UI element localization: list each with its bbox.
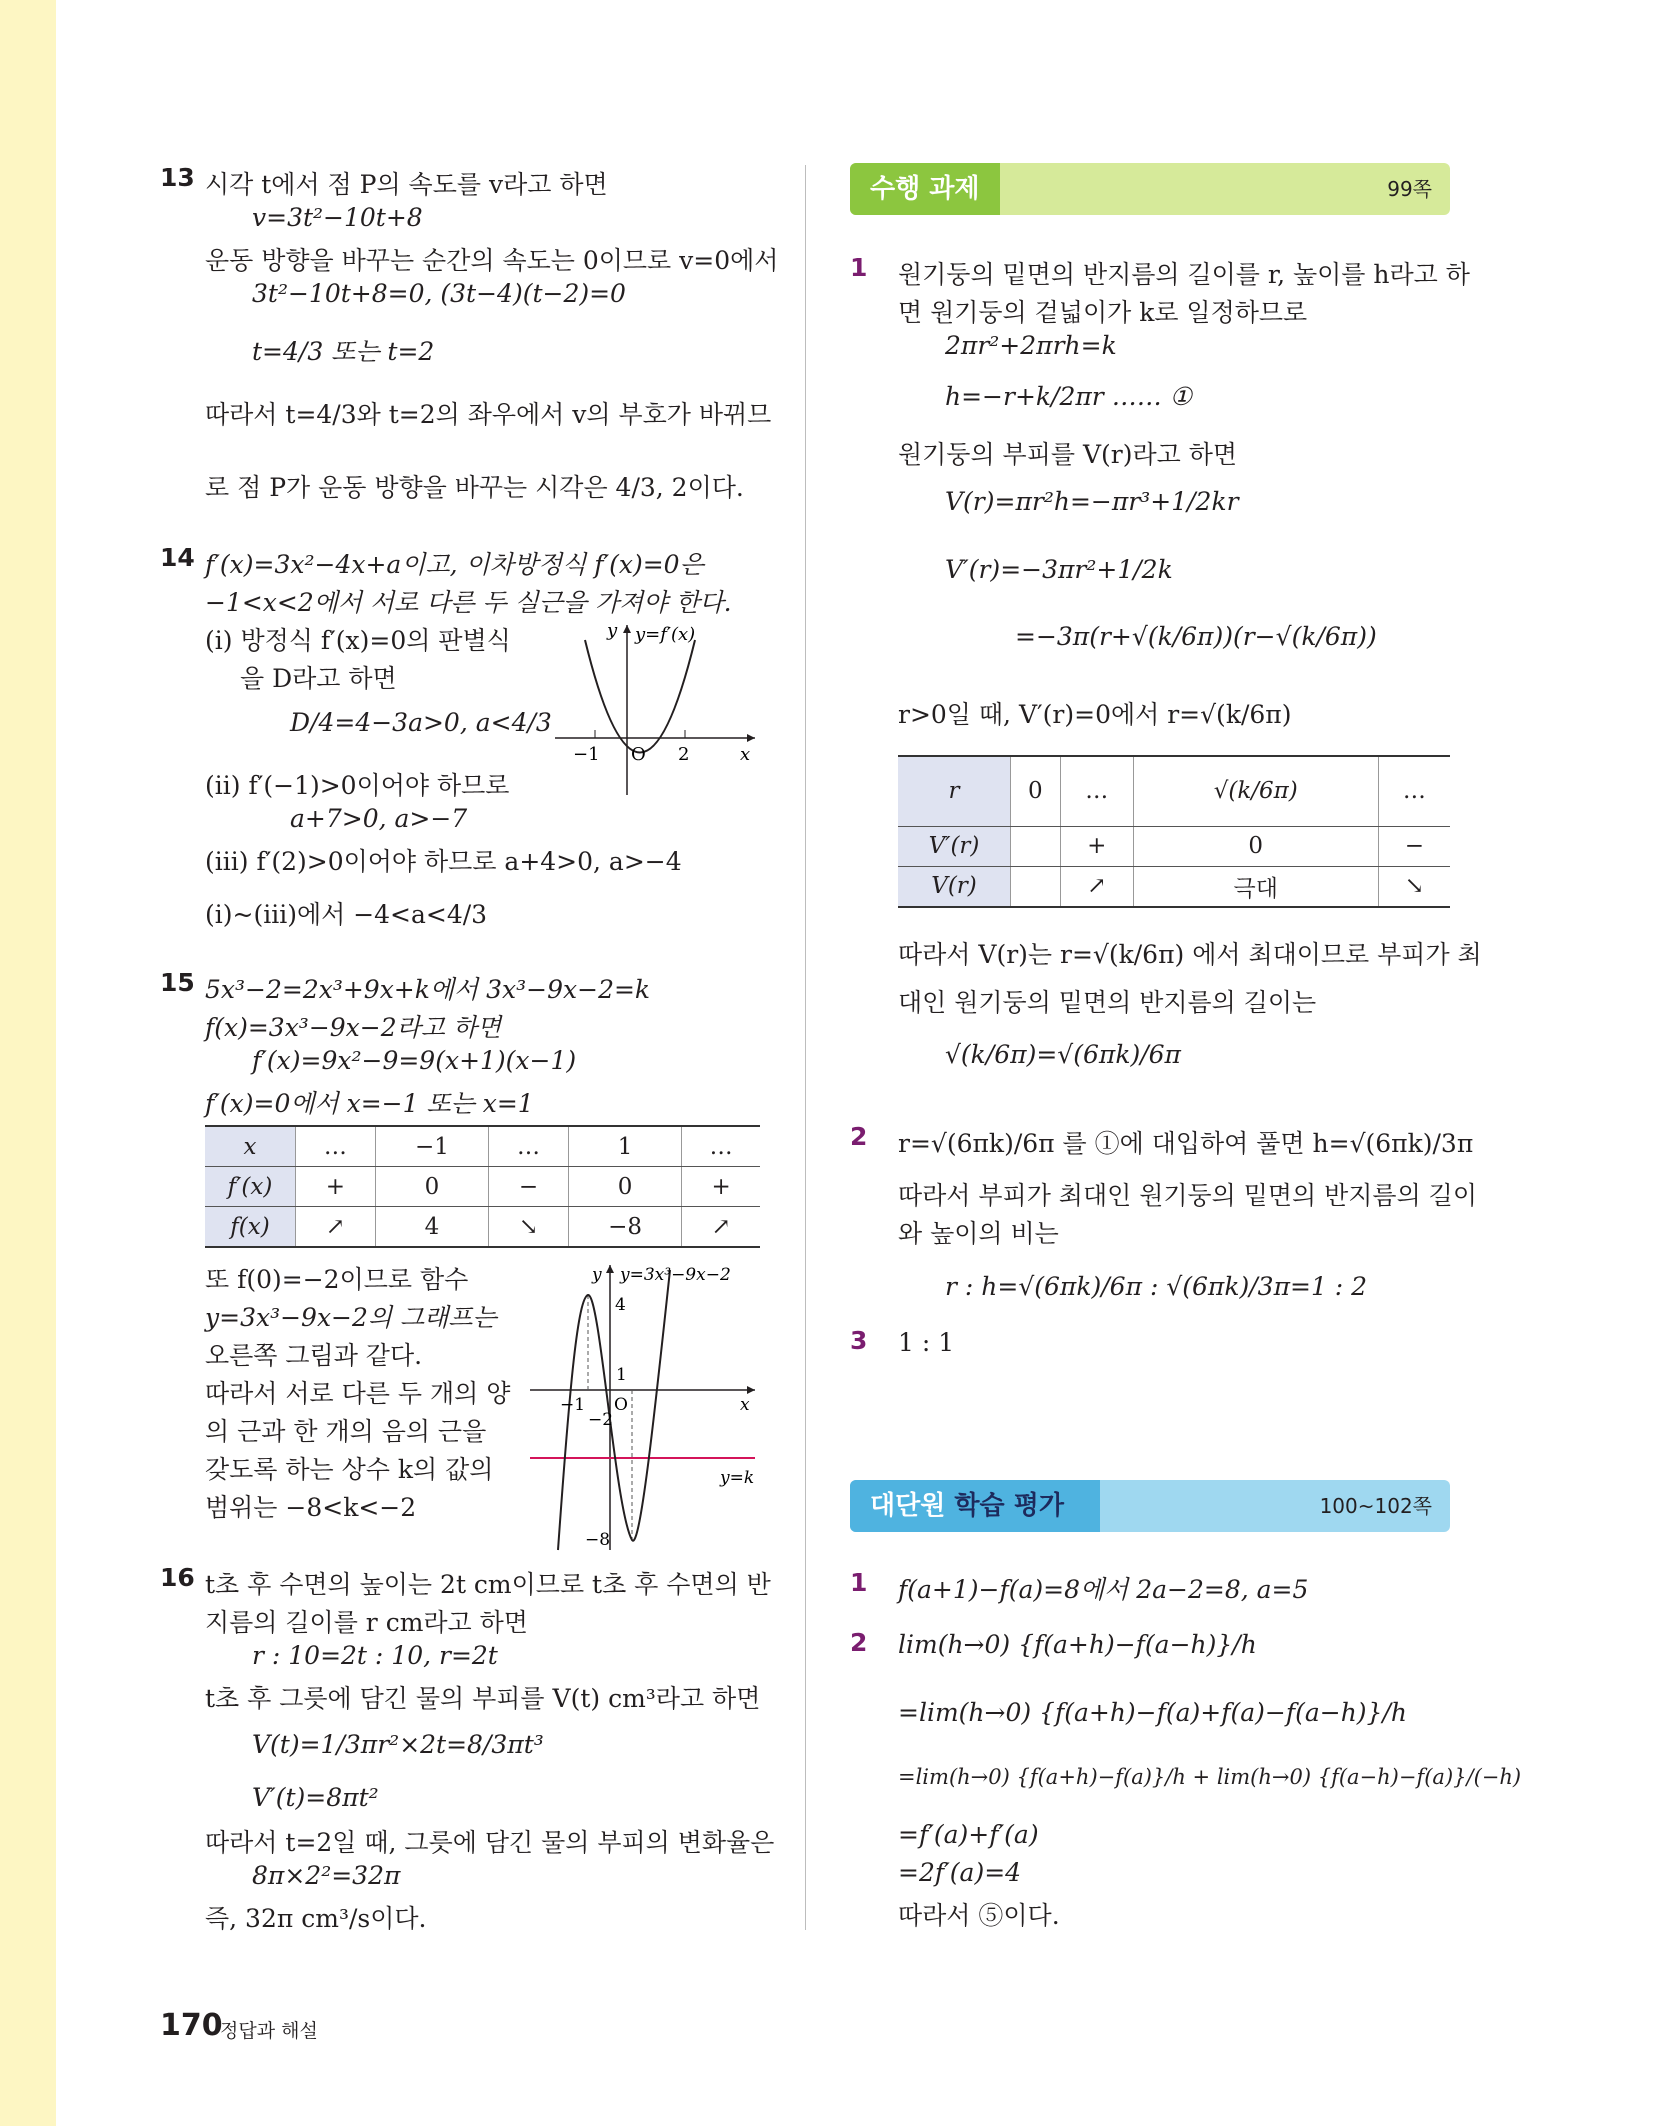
p13-line-1: 시각 t에서 점 P의 속도를 v라고 하면 xyxy=(205,170,608,199)
p14-line-2: −1<x<2에서 서로 다른 두 실근을 가져야 한다. xyxy=(205,588,732,617)
p15-line-4: f′(x)=0에서 x=−1 또는 x=1 xyxy=(205,1089,534,1118)
p14-line-4: 을 D라고 하면 xyxy=(240,664,397,693)
p16-line-3: r : 10=2t : 10, r=2t xyxy=(252,1641,498,1670)
cubic-tick-1: 1 xyxy=(616,1365,627,1385)
table-cell: + xyxy=(296,1167,376,1207)
table-row xyxy=(898,826,1450,866)
table-cell: 4 xyxy=(375,1207,488,1248)
p15-line-1: 5x³−2=2x³+9x+k에서 3x³−9x−2=k xyxy=(205,975,651,1004)
table-cell: −1 xyxy=(375,1126,488,1167)
task-3-number: 3 xyxy=(850,1326,868,1355)
parabola-graph-label: y=f′(x) xyxy=(635,624,696,645)
banner-unit-assessment-page: 100~102쪽 xyxy=(1319,1494,1432,1518)
p14-line-8: (iii) f′(2)>0이어야 하므로 a+4>0, a>−4 xyxy=(205,847,682,876)
table-cell: 극대 xyxy=(1133,866,1378,907)
r1-sign-table xyxy=(898,755,1450,908)
p13-line-6: 따라서 t=4/3와 t=2의 좌우에서 v의 부호가 바뀌므 xyxy=(205,400,772,429)
table-cell: ↗ xyxy=(1060,866,1133,907)
p16-line-5: V(t)=1/3πr²×2t=8/3πt³ xyxy=(252,1730,544,1759)
r1-line-12: √(k/6π)=√(6πk)/6π xyxy=(945,1040,1181,1069)
p15-line-2: f(x)=3x³−9x−2라고 하면 xyxy=(205,1013,502,1042)
r1-line-11: 대인 원기둥의 밑면의 반지름의 길이는 xyxy=(898,988,1317,1017)
table-cell: … xyxy=(296,1126,376,1167)
table-cell: 0 xyxy=(568,1167,681,1207)
table-cell xyxy=(1011,826,1061,866)
p14-line-1: f′(x)=3x²−4x+a이고, 이차방정식 f′(x)=0은 xyxy=(205,550,704,579)
parabola-graph xyxy=(555,620,765,800)
side-stripe xyxy=(0,0,56,2126)
banner-unit-assessment-tag xyxy=(850,1480,1100,1532)
r2-line-3: 와 높이의 비는 xyxy=(898,1219,1059,1248)
cubic-graph-label: y=3x³−9x−2 xyxy=(620,1265,731,1285)
table-cell: r xyxy=(898,756,1011,826)
table-row xyxy=(205,1207,760,1248)
p16-line-6: V′(t)=8πt² xyxy=(252,1783,379,1812)
table-cell: 0 xyxy=(1133,826,1378,866)
p14-line-3: (i) 방정식 f′(x)=0의 판별식 xyxy=(205,626,511,655)
p16-line-7: 따라서 t=2일 때, 그릇에 담긴 물의 부피의 변화율은 xyxy=(205,1828,775,1857)
cubic-x-axis-label: x xyxy=(740,1395,750,1415)
cubic-tick-minus1: −1 xyxy=(560,1395,586,1415)
r1-line-6: V(r)=πr²h=−πr³+1/2kr xyxy=(945,487,1239,516)
table-row xyxy=(205,1126,760,1167)
banner-unit-assessment xyxy=(850,1480,1450,1532)
assess-2-number: 2 xyxy=(850,1628,868,1657)
p15-line-8: 따라서 서로 다른 두 개의 양 xyxy=(205,1379,511,1408)
table-cell: f′(x) xyxy=(205,1167,296,1207)
p15-line-10: 갖도록 하는 상수 k의 값의 xyxy=(205,1455,494,1484)
s2-line-5: =2f′(a)=4 xyxy=(898,1858,1022,1887)
s1-line-1: f(a+1)−f(a)=8에서 2a−2=8, a=5 xyxy=(898,1575,1309,1604)
p16-line-2: 지름의 길이를 r cm라고 하면 xyxy=(205,1608,528,1637)
p14-line-7: a+7>0, a>−7 xyxy=(290,804,468,833)
r1-line-2: 면 원기둥의 겉넓이가 k로 일정하므로 xyxy=(898,298,1308,327)
column-divider xyxy=(805,165,806,1930)
p14-line-6: (ii) f′(−1)>0이어야 하므로 xyxy=(205,771,510,800)
table-cell xyxy=(1011,866,1061,907)
banner-unit-assessment-title-a: 대단원 xyxy=(870,1491,946,1521)
banner-performance-task-page: 99쪽 xyxy=(1387,177,1432,201)
table-cell: x xyxy=(205,1126,296,1167)
banner-unit-assessment-title-b: 학습 평가 xyxy=(954,1491,1064,1521)
task-1-number: 1 xyxy=(850,253,868,282)
s2-line-3: =lim(h→0) {f(a+h)−f(a)}/h + lim(h→0) {f(a−h)−f(a)}/(−h) xyxy=(898,1765,1522,1789)
table-cell: V(r) xyxy=(898,866,1011,907)
table-cell: … xyxy=(1378,756,1450,826)
table-cell: − xyxy=(489,1167,569,1207)
table-cell: + xyxy=(682,1167,760,1207)
problem-14-number: 14 xyxy=(160,543,195,572)
p13-line-3: 운동 방향을 바꾸는 순간의 속도는 0이므로 v=0에서 xyxy=(205,246,779,275)
p15-line-7: 오른쪽 그림과 같다. xyxy=(205,1341,423,1370)
parabola-origin: O xyxy=(631,744,646,765)
p16-line-4: t초 후 그릇에 담긴 물의 부피를 V(t) cm³라고 하면 xyxy=(205,1684,761,1713)
r1-line-7: V′(r)=−3πr²+1/2k xyxy=(945,555,1173,584)
r1-line-1: 원기둥의 밑면의 반지름의 길이를 r, 높이를 h라고 하 xyxy=(898,260,1470,289)
table-cell: f(x) xyxy=(205,1207,296,1248)
p15-line-3: f′(x)=9x²−9=9(x+1)(x−1) xyxy=(252,1046,577,1075)
table-cell: … xyxy=(1060,756,1133,826)
r1-line-8: =−3π(r+√(k/6π))(r−√(k/6π)) xyxy=(1015,622,1377,651)
r1-line-3: 2πr²+2πrh=k xyxy=(945,331,1117,360)
parabola-x-axis-label: x xyxy=(740,744,751,765)
p15-line-9: 의 근과 한 개의 음의 근을 xyxy=(205,1417,487,1446)
r1-line-10: 따라서 V(r)는 r=√(k/6π) 에서 최대이므로 부피가 최 xyxy=(898,940,1482,969)
r2-line-4: r : h=√(6πk)/6π : √(6πk)/3π=1 : 2 xyxy=(945,1272,1368,1301)
table-row xyxy=(205,1167,760,1207)
p13-line-7: 로 점 P가 운동 방향을 바꾸는 시각은 4/3, 2이다. xyxy=(205,473,744,502)
r2-line-2: 따라서 부피가 최대인 원기둥의 밑면의 반지름의 길이 xyxy=(898,1181,1477,1210)
p14-line-5: D/4=4−3a>0, a<4/3 xyxy=(290,708,552,737)
table-cell: ↗ xyxy=(296,1207,376,1248)
problem-15-number: 15 xyxy=(160,968,195,997)
parabola-tick-minus1: −1 xyxy=(573,744,600,765)
table-cell: ↘ xyxy=(489,1207,569,1248)
p14-line-9: (i)~(iii)에서 −4<a<4/3 xyxy=(205,900,488,929)
parabola-tick-2: 2 xyxy=(678,744,690,765)
r1-line-5: 원기둥의 부피를 V(r)라고 하면 xyxy=(898,440,1238,469)
banner-performance-task-title: 수행 과제 xyxy=(850,163,1000,215)
p13-line-2: v=3t²−10t+8 xyxy=(252,203,423,232)
r3-line-1: 1 : 1 xyxy=(898,1328,955,1357)
problem-13-number: 13 xyxy=(160,163,195,192)
cubic-tick-4: 4 xyxy=(615,1295,626,1315)
page-number: 170 xyxy=(160,2008,223,2043)
cubic-tick-minus2: −2 xyxy=(588,1410,614,1430)
task-2-number: 2 xyxy=(850,1122,868,1151)
p15-line-11: 범위는 −8<k<−2 xyxy=(205,1493,417,1522)
table-row xyxy=(898,866,1450,907)
banner-performance-task xyxy=(850,163,1450,215)
table-cell: − xyxy=(1378,826,1450,866)
p15-line-5: 또 f(0)=−2이므로 함수 xyxy=(205,1265,469,1294)
problem-16-number: 16 xyxy=(160,1563,195,1592)
p13-line-5: t=4/3 또는 t=2 xyxy=(252,337,435,366)
table-cell: ↘ xyxy=(1378,866,1450,907)
table-cell: √(k/6π) xyxy=(1133,756,1378,826)
r1-line-9: r>0일 때, V′(r)=0에서 r=√(k/6π) xyxy=(898,700,1292,729)
s2-line-6: 따라서 ⑤이다. xyxy=(898,1901,1060,1930)
cubic-line-label: y=k xyxy=(720,1468,755,1488)
table-cell: … xyxy=(489,1126,569,1167)
table-row xyxy=(898,756,1450,826)
cubic-origin: O xyxy=(614,1395,628,1415)
table-cell: 0 xyxy=(375,1167,488,1207)
cubic-tick-minus8: −8 xyxy=(585,1530,611,1550)
table-cell: V′(r) xyxy=(898,826,1011,866)
table-cell: + xyxy=(1060,826,1133,866)
table-cell: 0 xyxy=(1011,756,1061,826)
assess-1-number: 1 xyxy=(850,1568,868,1597)
table-cell: 1 xyxy=(568,1126,681,1167)
r2-line-1: r=√(6πk)/6π 를 ①에 대입하여 풀면 h=√(6πk)/3π xyxy=(898,1129,1474,1158)
s2-line-2: =lim(h→0) {f(a+h)−f(a)+f(a)−f(a−h)}/h xyxy=(898,1698,1407,1727)
s2-line-1: lim(h→0) {f(a+h)−f(a−h)}/h xyxy=(898,1630,1257,1659)
p16-line-9: 즉, 32π cm³/s이다. xyxy=(205,1904,427,1933)
parabola-y-axis-label: y xyxy=(607,620,618,641)
r1-line-4: h=−r+k/2πr …… ① xyxy=(945,382,1193,411)
p15-line-6: y=3x³−9x−2의 그래프는 xyxy=(205,1303,497,1332)
cubic-graph xyxy=(530,1260,765,1560)
table-cell: ↗ xyxy=(682,1207,760,1248)
cubic-y-axis-label: y xyxy=(592,1265,602,1285)
p16-line-8: 8π×2²=32π xyxy=(252,1861,401,1890)
s2-line-4: =f′(a)+f′(a) xyxy=(898,1820,1039,1849)
footer-label: 정답과 해설 xyxy=(220,2020,318,2042)
p13-line-4: 3t²−10t+8=0, (3t−4)(t−2)=0 xyxy=(252,279,626,308)
table-cell: … xyxy=(682,1126,760,1167)
table-cell: −8 xyxy=(568,1207,681,1248)
p16-line-1: t초 후 수면의 높이는 2t cm이므로 t초 후 수면의 반 xyxy=(205,1570,771,1599)
p15-sign-table xyxy=(205,1125,760,1248)
